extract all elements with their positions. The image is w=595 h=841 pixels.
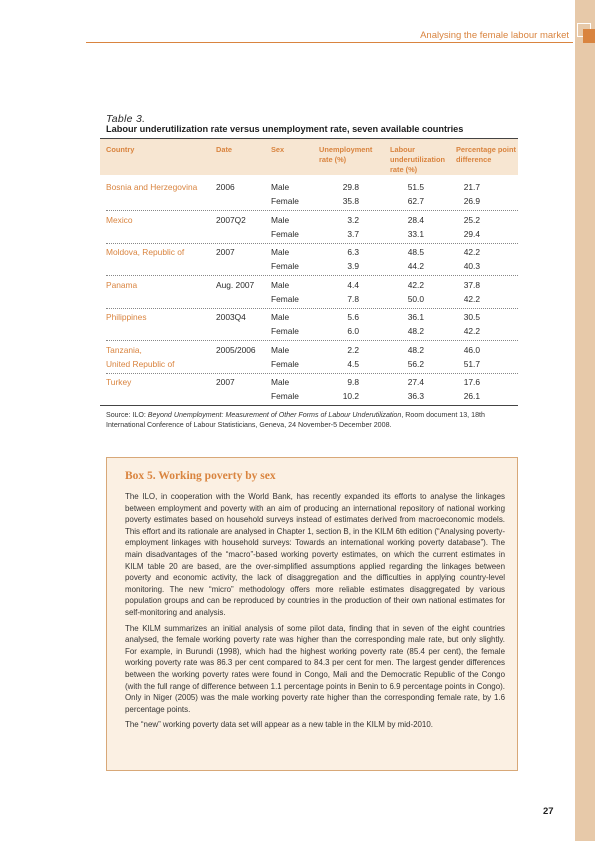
table-row	[106, 343, 518, 377]
running-header	[86, 28, 573, 43]
sex-female: Female	[271, 326, 299, 336]
col-sex: Sex	[271, 145, 285, 154]
country: Turkey	[106, 377, 132, 387]
labour-underutilization-male: 42.2	[407, 279, 424, 290]
country: Mexico	[106, 214, 133, 225]
country: Moldova, Republic of	[106, 247, 185, 257]
unemployment-male: 6.3	[347, 247, 359, 257]
unemployment-female: 4.5	[347, 358, 359, 369]
row-separator	[106, 243, 518, 244]
col-country: Country	[106, 145, 135, 154]
table-row	[106, 180, 518, 214]
sex-male: Male	[271, 214, 290, 225]
labour-underutilization-female: 36.3	[407, 391, 424, 401]
unemployment-female: 35.8	[342, 196, 359, 206]
country: Bosnia and Herzegovina	[106, 182, 198, 192]
date: 2006	[216, 182, 235, 192]
unemployment-male: 4.4	[347, 279, 359, 290]
box-body	[125, 491, 505, 735]
country-line-2: United Republic of	[106, 358, 175, 369]
table-row	[106, 213, 518, 247]
row-separator	[106, 340, 518, 341]
sex-female: Female	[271, 391, 299, 401]
difference-male: 42.2	[463, 247, 480, 257]
box-paragraph-2: The KILM summarizes an initial analysis of some pilot data, finding that in seven of the eight countries analysed, the female working poverty rate was higher than the corresponding male rate, but only slightly. For example, in Burundi (1998), which had the highest working poverty rate (85.4 per cent), the female working poverty rate was 86.3 per cent compared to 84.3 per cent for men. The largest gender differences between the working poverty rates were found in Congo, Mali and the Democratic Republic of the Congo (with the full range of difference between 1.1 percentage points in Benin to 6.9 percentage points in Congo). Only in Niger (2005) was the male working poverty rate higher than the corresponding female rate, by 1.6 percentage points.	[125, 623, 505, 714]
unemployment-male: 9.8	[347, 377, 359, 387]
col-labour-underutilization: Labour underutilization rate (%)	[390, 145, 446, 174]
difference-male: 17.6	[463, 377, 480, 387]
box-working-poverty	[106, 457, 518, 771]
labour-underutilization-male: 36.1	[407, 312, 424, 322]
source-prefix: Source: ILO:	[106, 411, 148, 419]
date: 2007Q2	[216, 214, 246, 225]
difference-female: 40.3	[463, 261, 480, 271]
date: 2007	[216, 247, 235, 257]
labour-underutilization-male: 28.4	[407, 214, 424, 225]
date: 2003Q4	[216, 312, 246, 322]
difference-female: 29.4	[463, 228, 480, 239]
sex-male: Male	[271, 377, 290, 387]
unemployment-female: 6.0	[347, 326, 359, 336]
difference-male: 21.7	[463, 182, 480, 192]
side-decorative-bar	[575, 0, 595, 841]
unemployment-male: 29.8	[342, 182, 359, 192]
labour-underutilization-male: 51.5	[407, 182, 424, 192]
running-header-title: Analysing the female labour market	[420, 30, 569, 41]
difference-male: 30.5	[463, 312, 480, 322]
unemployment-female: 7.8	[347, 293, 359, 304]
col-difference: Percentage point difference	[456, 145, 516, 164]
unemployment-female: 3.7	[347, 228, 359, 239]
country: Philippines	[106, 312, 147, 322]
sex-male: Male	[271, 312, 290, 322]
source-title: Beyond Unemployment: Measurement of Other Forms of Labour Underutilization	[147, 411, 402, 419]
box-paragraph-3: The “new” working poverty data set will appear as a new table in the KILM by mid-2010.	[125, 720, 433, 730]
labour-underutilization-female: 48.2	[407, 326, 424, 336]
labour-underutilization-male: 48.5	[407, 247, 424, 257]
difference-female: 26.1	[463, 391, 480, 401]
difference-male: 46.0	[463, 344, 480, 355]
row-separator	[106, 275, 518, 276]
labour-underutilization-male: 27.4	[407, 377, 424, 387]
sex-female: Female	[271, 261, 299, 271]
country: Panama	[106, 279, 138, 290]
date: Aug. 2007	[216, 279, 255, 290]
country: Tanzania,	[106, 344, 142, 355]
sex-male: Male	[271, 247, 290, 257]
table-row	[106, 245, 518, 279]
difference-female: 42.2	[463, 326, 480, 336]
labour-underutilization-male: 48.2	[407, 344, 424, 355]
unemployment-male: 2.2	[347, 344, 359, 355]
box-paragraph-1: The ILO, in cooperation with the World Bank, has recently expanded its efforts to analyse the linkages between employment and poverty with an aim of producing an international repository of national working poverty estimates based on household surveys instead of estimates derived from macroeconomic models. This effort and its rationale are analysed in Chapter 1, section B, in the KILM 6th edition (“Analysing poverty-employment linkages with household surveys: Towards an international working poverty database”). The main disadvantages of the “macro”-based working poverty estimates, on which the current estimates in KILM table 20 are based, are the over-simplified assumptions applied regarding the linkages between poverty and economic activity, the lack of disaggregation and the difficulties in applying country-level monitoring. The new “micro” methodology offers more reliable estimates disaggregated by various population groups and can be reproduced by countries in the production of their own national estimates for self-monitoring and analysis.	[125, 492, 505, 617]
table-source	[106, 410, 518, 430]
row-separator	[106, 210, 518, 211]
difference-female: 42.2	[463, 293, 480, 304]
table-bottom-rule	[100, 405, 518, 406]
sex-female: Female	[271, 293, 299, 304]
labour-underutilization-female: 44.2	[407, 261, 424, 271]
chapter-mark-icon	[575, 20, 595, 46]
table-row	[106, 310, 518, 344]
sex-male: Male	[271, 279, 290, 290]
source-suffix: , Room document 13, 18th International Conference of Labour Statisticians, Geneva, 24 November-5 December 2008.	[106, 411, 485, 429]
date: 2005/2006	[216, 344, 256, 355]
sex-female: Female	[271, 228, 299, 239]
table-row	[106, 278, 518, 312]
difference-female: 51.7	[463, 358, 480, 369]
sex-female: Female	[271, 196, 299, 206]
unemployment-male: 5.6	[347, 312, 359, 322]
col-date: Date	[216, 145, 233, 154]
sex-male: Male	[271, 182, 290, 192]
labour-underutilization-female: 33.1	[407, 228, 424, 239]
labour-underutilization-female: 50.0	[407, 293, 424, 304]
labour-underutilization-female: 56.2	[407, 358, 424, 369]
table-header	[100, 138, 518, 175]
table-label: Table 3.	[106, 113, 146, 125]
row-separator	[106, 373, 518, 374]
unemployment-female: 3.9	[347, 261, 359, 271]
table-row	[106, 375, 518, 409]
table-title: Labour underutilization rate versus unemployment rate, seven available countries	[106, 124, 464, 134]
col-unemployment: Unemployment rate (%)	[319, 145, 373, 164]
row-separator	[106, 308, 518, 309]
box-title: Box 5. Working poverty by sex	[125, 470, 276, 482]
difference-male: 25.2	[463, 214, 480, 225]
labour-underutilization-female: 62.7	[407, 196, 424, 206]
date: 2007	[216, 377, 235, 387]
unemployment-male: 3.2	[347, 214, 359, 225]
page-number: 27	[543, 806, 554, 817]
sex-male: Male	[271, 344, 290, 355]
difference-female: 26.9	[463, 196, 480, 206]
sex-female: Female	[271, 358, 299, 369]
unemployment-female: 10.2	[342, 391, 359, 401]
difference-male: 37.8	[463, 279, 480, 290]
